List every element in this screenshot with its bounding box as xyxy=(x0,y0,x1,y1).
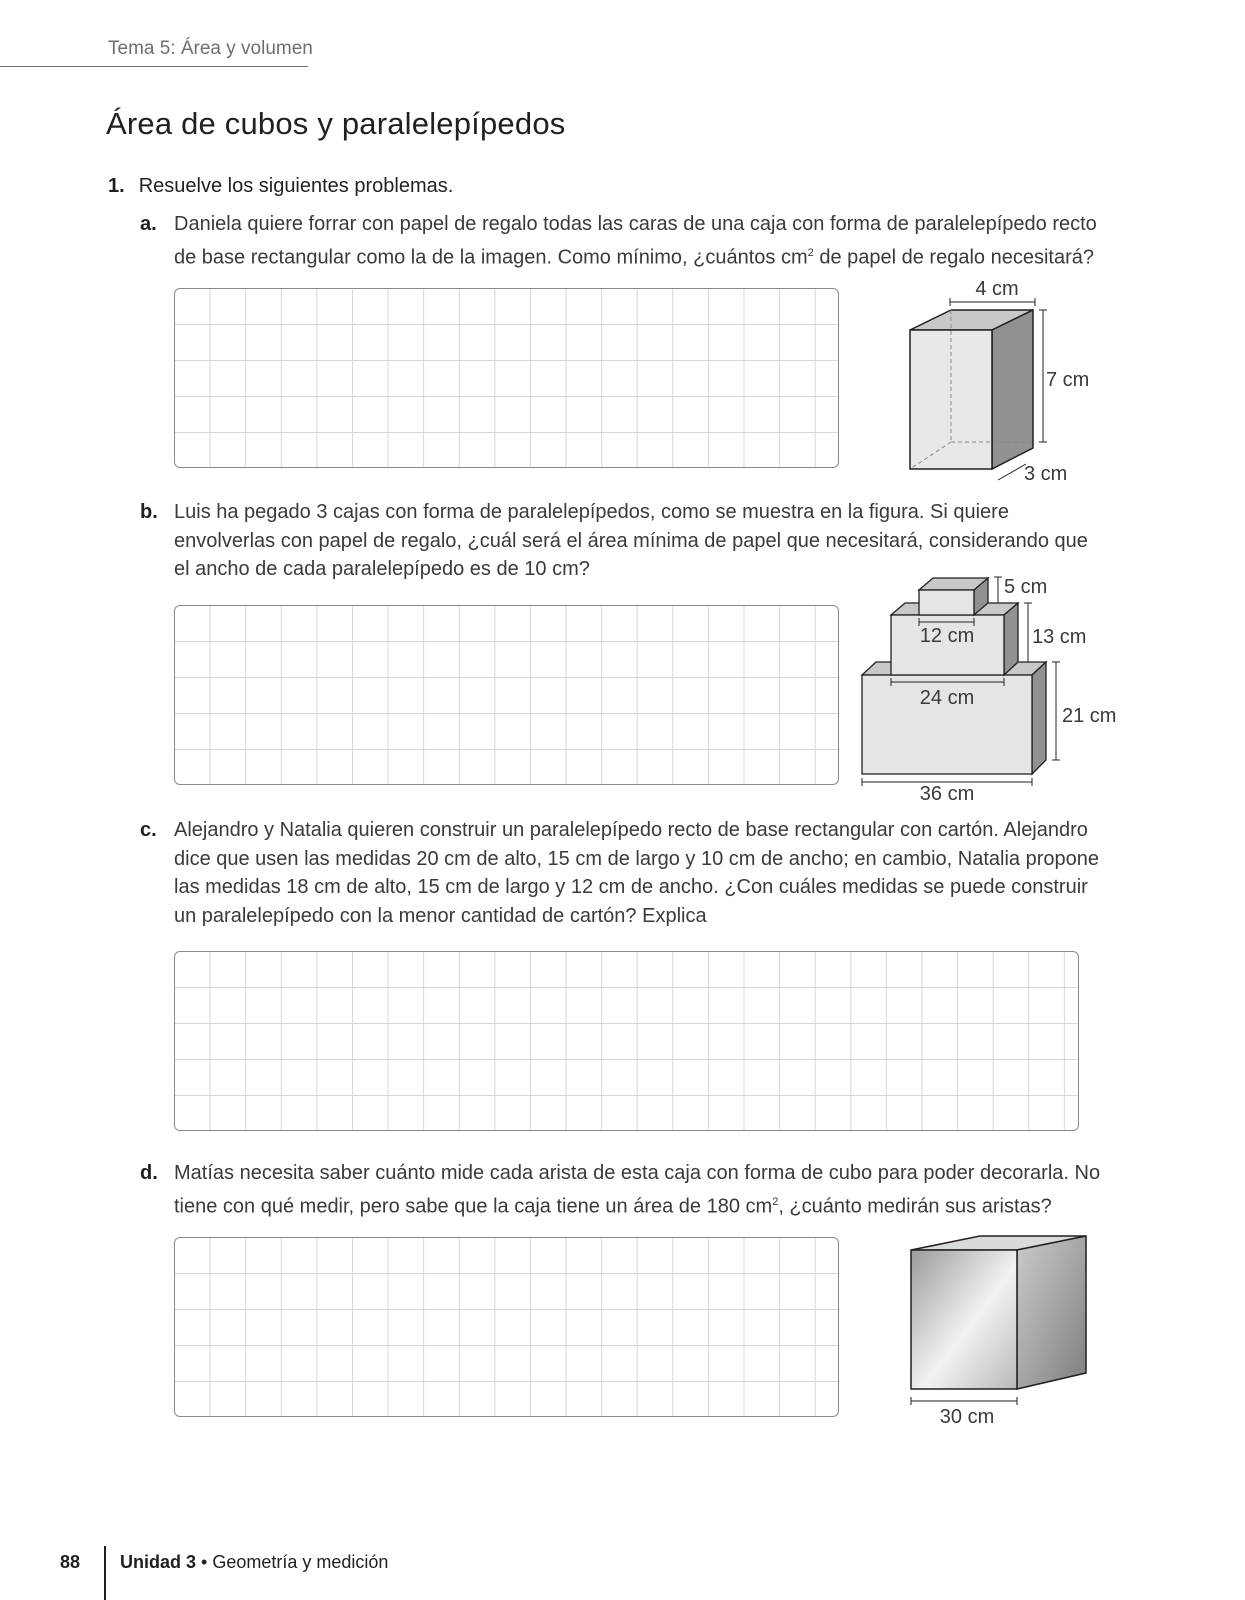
question-heading xyxy=(108,175,453,198)
item-b-letter: b. xyxy=(140,501,158,523)
item-a-superscript: 2 xyxy=(807,246,814,259)
question-text: Resuelve los siguientes problemas. xyxy=(138,175,454,197)
footer-separator: • xyxy=(196,1552,213,1572)
figure-b-mid-width-label: 24 cm xyxy=(919,687,975,709)
figure-b-stacked-boxes xyxy=(850,570,1130,810)
item-c xyxy=(140,816,1104,930)
item-d xyxy=(140,1159,1104,1221)
item-c-letter: c. xyxy=(140,819,157,841)
footer-divider xyxy=(104,1546,106,1600)
footer-unit xyxy=(120,1552,388,1573)
answer-grid-b[interactable] xyxy=(174,605,839,785)
figure-b-bottom-height-label: 21 cm xyxy=(1062,705,1117,727)
page-number: 88 xyxy=(60,1552,81,1572)
item-c-text: Alejandro y Natalia quieren construir un paralelepípedo recto de base rectangular con cartón. Alejandro dice que usen las medidas 20 cm de alto, 15 cm de largo y 10 cm de ancho; en cambio, Natalia propone las medidas 18 cm de alto, 15 cm de largo y 12 cm de ancho. ¿Con cuáles medidas se puede construir un paralelepípedo con la menor cantidad de cartón? Explica xyxy=(174,819,1099,927)
figure-a-width-label: 4 cm xyxy=(975,278,1019,300)
item-d-text: Matías necesita saber cuánto mide cada arista de esta caja con forma de cubo para poder decorarla. No tiene con qué medir, pero sabe que la caja tiene un área de 180 cm xyxy=(174,1162,1101,1218)
header-rule xyxy=(0,66,308,67)
footer-subject: Geometría y medición xyxy=(212,1552,389,1572)
item-a-letter: a. xyxy=(140,213,157,235)
item-b-text: Luis ha pegado 3 cajas con forma de paralelepípedos, como se muestra en la figura. Si quiere envolverlas con papel de regalo, ¿cuál será el área mínima de papel que necesitará, considerando que el ancho de cada paralelepípedo es de 10 cm? xyxy=(174,501,1088,580)
figure-a-depth-label: 3 cm xyxy=(1024,463,1068,485)
figure-a-height-label: 7 cm xyxy=(1046,369,1090,391)
figure-a-prism xyxy=(880,272,1120,492)
page-title: Área de cubos y paralelepípedos xyxy=(106,106,566,141)
topic-header: Tema 5: Área y volumen xyxy=(108,38,313,59)
figure-b-bottom-width-label: 36 cm xyxy=(919,783,975,805)
footer-unit-label: Unidad 3 xyxy=(120,1552,197,1572)
figure-b-top-height-label: 5 cm xyxy=(1004,576,1048,598)
question-number: 1. xyxy=(108,175,125,197)
figure-b-top-width-label: 12 cm xyxy=(919,625,975,647)
item-a-text: Daniela quiere forrar con papel de regalo todas las caras de una caja con forma de paralelepípedo recto de base rectangular como la de la imagen. Como mínimo, ¿cuántos cm xyxy=(174,213,1097,269)
answer-grid-d[interactable] xyxy=(174,1237,839,1417)
answer-grid-c[interactable] xyxy=(174,951,1079,1131)
figure-b-mid-height-label: 13 cm xyxy=(1032,626,1087,648)
figure-d-cube xyxy=(900,1225,1100,1435)
item-d-letter: d. xyxy=(140,1162,158,1184)
item-d-text-end: , ¿cuánto medirán sus aristas? xyxy=(778,1195,1052,1218)
item-a-text-end: de papel de regalo necesitará? xyxy=(813,246,1094,269)
item-a xyxy=(140,210,1104,272)
figure-d-edge-label: 30 cm xyxy=(939,1406,995,1428)
item-d-superscript: 2 xyxy=(772,1195,779,1208)
answer-grid-a[interactable] xyxy=(174,288,839,468)
